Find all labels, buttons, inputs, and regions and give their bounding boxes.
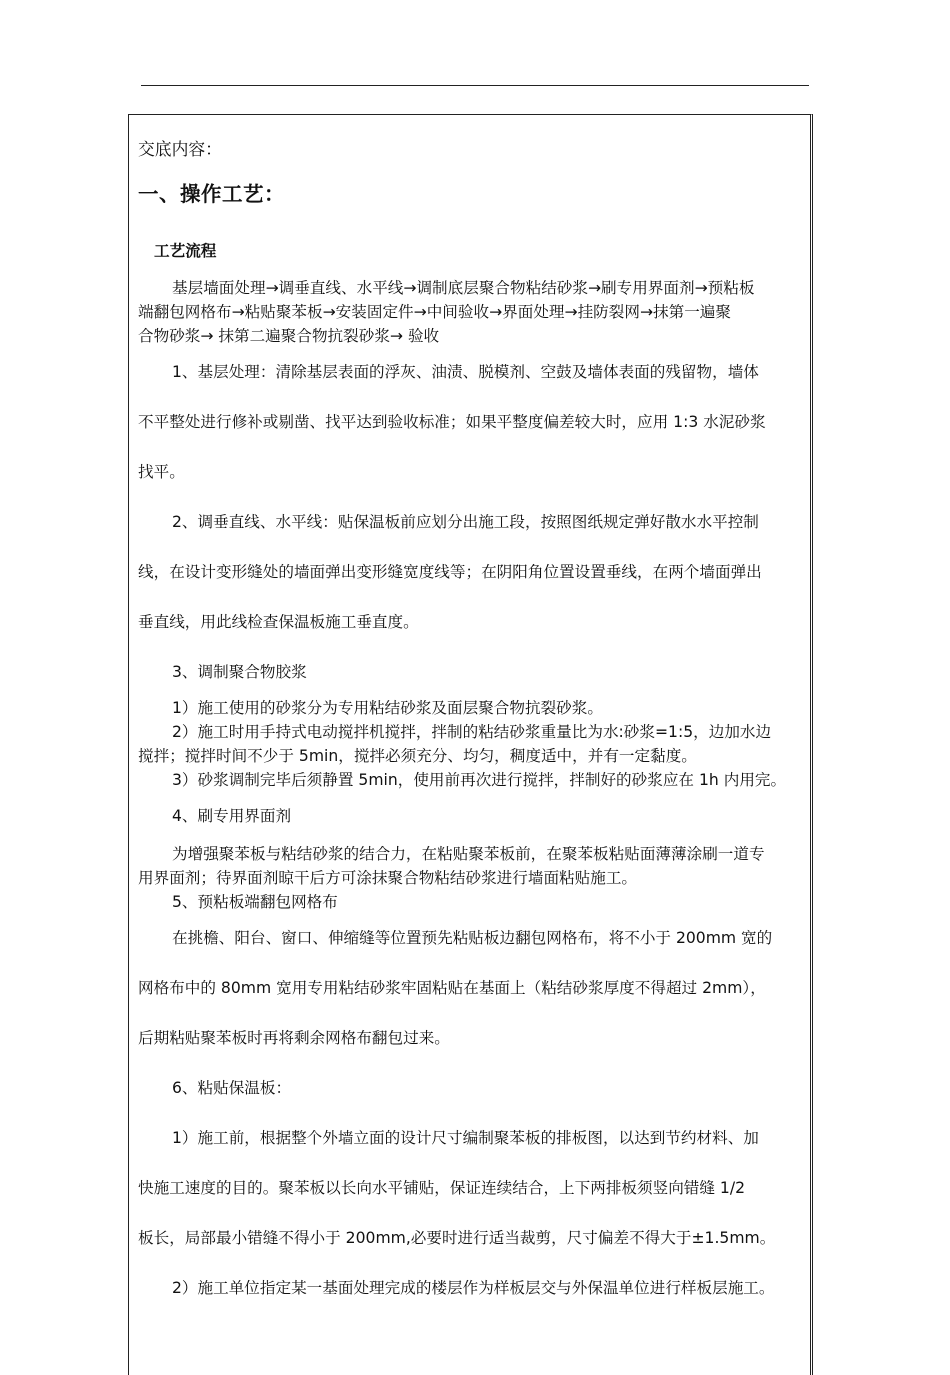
text-line: 1）施工使用的砂浆分为专用粘结砂浆及面层聚合物抗裂砂浆。 <box>172 699 603 717</box>
text-line: 为增强聚苯板与粘结砂浆的结合力，在粘贴聚苯板前，在聚苯板粘贴面薄薄涂刷一道专 <box>172 845 765 863</box>
text-line: 6、粘贴保温板： <box>172 1079 292 1097</box>
text-line: 线，在设计变形缝处的墙面弹出变形缝宽度线等；在阴阳角位置设置垂线，在两个墙面弹出 <box>138 563 762 581</box>
text-line: 2）施工时用手持式电动搅拌机搅拌，拌制的粘结砂浆重量比为水:砂浆=1:5，边加水边 <box>172 723 772 741</box>
text-line: 3、调制聚合物胶浆 <box>172 663 307 681</box>
text-line: 找平。 <box>138 463 185 481</box>
text-line: 搅拌；搅拌时间不少于 5min，搅拌必须充分、均匀，稠度适中，并有一定黏度。 <box>138 747 697 765</box>
text-line: 后期粘贴聚苯板时再将剩余网格布翻包过来。 <box>138 1029 450 1047</box>
text-line: 合物砂浆→ 抹第二遍聚合物抗裂砂浆→ 验收 <box>138 327 440 345</box>
text-line: 1）施工前，根据整个外墙立面的设计尺寸编制聚苯板的排板图，以达到节约材料、加 <box>172 1129 759 1147</box>
section-label: 交底内容： <box>138 139 222 159</box>
text-line: 2、调垂直线、水平线：贴保温板前应划分出施工段，按照图纸规定弹好散水水平控制 <box>172 513 759 531</box>
text-line: 端翻包网格布→粘贴聚苯板→安装固定件→中间验收→界面处理→挂防裂网→抹第一遍聚 <box>138 303 731 321</box>
text-line: 在挑檐、阳台、窗口、伸缩缝等位置预先粘贴板边翻包网格布，将不小于 200mm 宽的 <box>172 929 773 947</box>
text-line: 1、基层处理：清除基层表面的浮灰、油渍、脱模剂、空鼓及墙体表面的残留物，墙体 <box>172 363 759 381</box>
text-line: 板长，局部最小错缝不得小于 200mm,必要时进行适当裁剪，尺寸偏差不得大于±1.5mm。 <box>138 1229 776 1247</box>
text-line: 用界面剂；待界面剂晾干后方可涂抹聚合物粘结砂浆进行墙面粘贴施工。 <box>138 869 638 887</box>
text-line: 5、预粘板端翻包网格布 <box>172 893 338 911</box>
text-line: 快施工速度的目的。聚苯板以长向水平铺贴，保证连续结合，上下两排板须竖向错缝 1/2 <box>138 1179 746 1197</box>
subheading: 工艺流程 <box>154 242 217 260</box>
text-line: 2）施工单位指定某一基面处理完成的楼层作为样板层交与外保温单位进行样板层施工。 <box>172 1279 775 1297</box>
section-heading: 一、操作工艺： <box>138 182 285 206</box>
text-line: 4、刷专用界面剂 <box>172 807 292 825</box>
text-line: 基层墙面处理→调垂直线、水平线→调制底层聚合物粘结砂浆→刷专用界面剂→预粘板 <box>172 279 755 297</box>
text-line: 3）砂浆调制完毕后须静置 5min，使用前再次进行搅拌，拌制好的砂浆应在 1h 内用完。 <box>172 771 787 789</box>
header-rule <box>141 85 809 86</box>
text-line: 不平整处进行修补或剔凿、找平达到验收标准；如果平整度偏差较大时，应用 1:3 水泥砂浆 <box>138 413 766 431</box>
text-line: 网格布中的 80mm 宽用专用粘结砂浆牢固粘贴在基面上（粘结砂浆厚度不得超过 2mm）， <box>138 979 766 997</box>
text-line: 垂直线，用此线检查保温板施工垂直度。 <box>138 613 419 631</box>
